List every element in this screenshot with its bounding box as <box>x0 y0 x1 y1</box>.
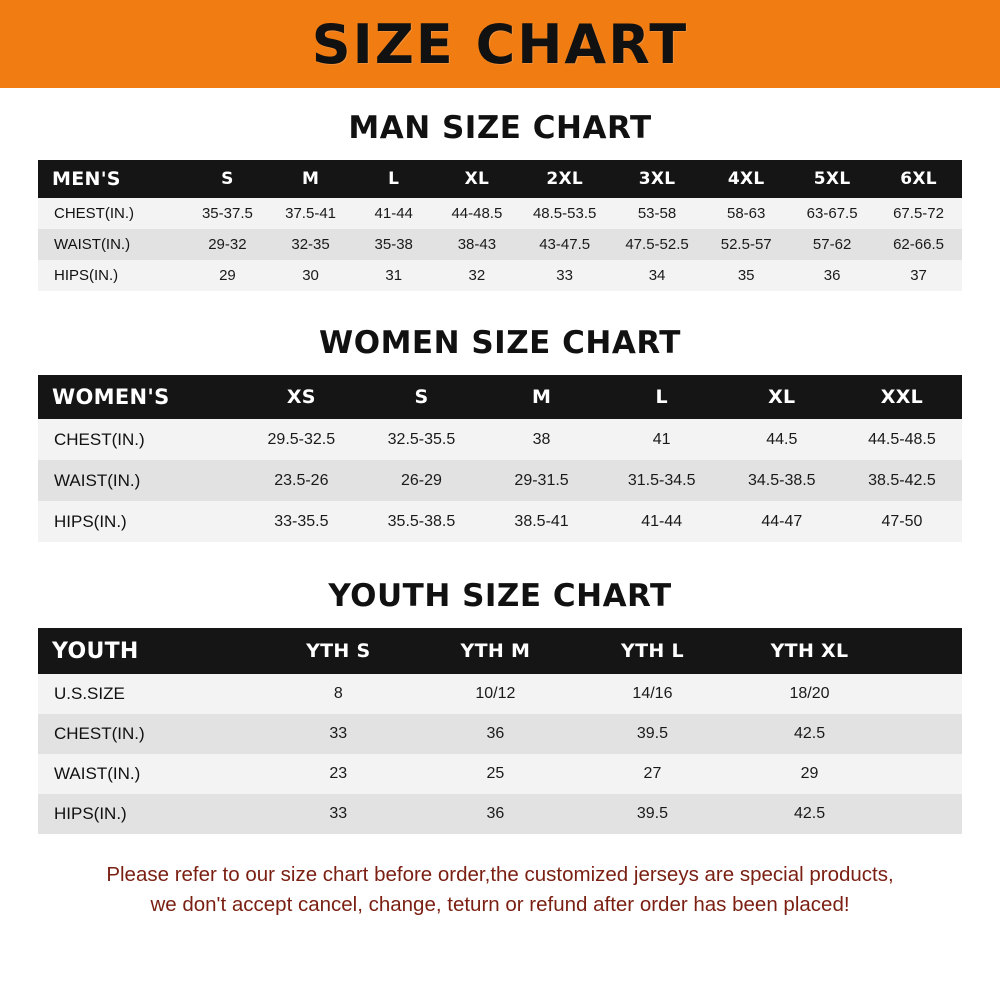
youth-cell: 25 <box>417 754 574 794</box>
table-row <box>38 674 962 714</box>
women-row-label: CHEST(IN.) <box>38 419 241 460</box>
youth-col-header-spacer <box>888 628 962 674</box>
table-row <box>38 794 962 834</box>
youth-row-label: WAIST(IN.) <box>38 754 260 794</box>
man-cell: 62-66.5 <box>875 229 962 260</box>
women-row-label: WAIST(IN.) <box>38 460 241 501</box>
women-cell: 44.5-48.5 <box>842 419 962 460</box>
man-cell: 35 <box>703 260 789 291</box>
man-row-label: HIPS(IN.) <box>38 260 186 291</box>
man-col-header: 3XL <box>611 160 703 198</box>
man-col-header: XL <box>435 160 518 198</box>
women-table-head <box>38 375 962 419</box>
man-row-header-label: MEN'S <box>38 160 186 198</box>
man-row-label: WAIST(IN.) <box>38 229 186 260</box>
youth-cell: 36 <box>417 794 574 834</box>
youth-table-wrap <box>0 628 1000 834</box>
youth-table-body <box>38 674 962 834</box>
youth-cell: 10/12 <box>417 674 574 714</box>
women-table-body <box>38 419 962 542</box>
footer-note-line1: Please refer to our size chart before order,the customized jerseys are special products, <box>106 863 894 886</box>
women-table-wrap <box>0 375 1000 542</box>
table-row <box>38 714 962 754</box>
women-cell: 38.5-42.5 <box>842 460 962 501</box>
youth-section-title: YOUTH SIZE CHART <box>328 578 672 614</box>
youth-row-label: U.S.SIZE <box>38 674 260 714</box>
youth-table-head <box>38 628 962 674</box>
table-row <box>38 419 962 460</box>
header-banner <box>0 0 1000 88</box>
man-cell: 41-44 <box>352 198 435 229</box>
youth-cell: 42.5 <box>731 714 888 754</box>
man-col-header: 2XL <box>518 160 610 198</box>
women-cell: 44-47 <box>722 501 842 542</box>
women-cell: 31.5-34.5 <box>602 460 722 501</box>
youth-cell: 27 <box>574 754 731 794</box>
youth-cell-spacer <box>888 754 962 794</box>
man-cell: 53-58 <box>611 198 703 229</box>
table-row <box>38 198 962 229</box>
man-col-header: 4XL <box>703 160 789 198</box>
women-cell: 41-44 <box>602 501 722 542</box>
man-cell: 30 <box>269 260 352 291</box>
man-col-header: S <box>186 160 269 198</box>
table-row <box>38 460 962 501</box>
youth-cell: 39.5 <box>574 714 731 754</box>
youth-cell: 36 <box>417 714 574 754</box>
women-cell: 38.5-41 <box>482 501 602 542</box>
women-col-header: XL <box>722 375 842 419</box>
man-header-row <box>38 160 962 198</box>
youth-cell: 33 <box>260 794 417 834</box>
man-cell: 43-47.5 <box>518 229 610 260</box>
table-row <box>38 260 962 291</box>
man-cell: 34 <box>611 260 703 291</box>
man-cell: 44-48.5 <box>435 198 518 229</box>
man-col-header: 5XL <box>789 160 875 198</box>
women-size-table <box>38 375 962 542</box>
man-cell: 31 <box>352 260 435 291</box>
youth-row-header-label: YOUTH <box>38 628 260 674</box>
women-col-header: M <box>482 375 602 419</box>
women-section-title: WOMEN SIZE CHART <box>319 325 681 361</box>
youth-row-label: HIPS(IN.) <box>38 794 260 834</box>
man-cell: 58-63 <box>703 198 789 229</box>
man-cell: 32-35 <box>269 229 352 260</box>
man-cell: 33 <box>518 260 610 291</box>
youth-cell: 14/16 <box>574 674 731 714</box>
man-cell: 47.5-52.5 <box>611 229 703 260</box>
women-cell: 29.5-32.5 <box>241 419 361 460</box>
man-cell: 32 <box>435 260 518 291</box>
man-size-table <box>38 160 962 291</box>
youth-cell-spacer <box>888 714 962 754</box>
man-section-title: MAN SIZE CHART <box>348 110 652 146</box>
women-cell: 35.5-38.5 <box>361 501 481 542</box>
women-cell: 34.5-38.5 <box>722 460 842 501</box>
youth-cell-spacer <box>888 674 962 714</box>
youth-cell: 39.5 <box>574 794 731 834</box>
man-cell: 37 <box>875 260 962 291</box>
table-row <box>38 229 962 260</box>
women-cell: 32.5-35.5 <box>361 419 481 460</box>
youth-cell: 29 <box>731 754 888 794</box>
youth-cell: 23 <box>260 754 417 794</box>
youth-cell: 18/20 <box>731 674 888 714</box>
table-row <box>38 501 962 542</box>
man-cell: 36 <box>789 260 875 291</box>
women-row-header-label: WOMEN'S <box>38 375 241 419</box>
women-col-header: XXL <box>842 375 962 419</box>
youth-size-table <box>38 628 962 834</box>
youth-row-label: CHEST(IN.) <box>38 714 260 754</box>
women-cell: 41 <box>602 419 722 460</box>
youth-cell-spacer <box>888 794 962 834</box>
man-cell: 29 <box>186 260 269 291</box>
man-table-head <box>38 160 962 198</box>
man-cell: 37.5-41 <box>269 198 352 229</box>
man-col-header: L <box>352 160 435 198</box>
man-cell: 48.5-53.5 <box>518 198 610 229</box>
women-cell: 23.5-26 <box>241 460 361 501</box>
man-cell: 67.5-72 <box>875 198 962 229</box>
man-col-header: M <box>269 160 352 198</box>
man-table-body <box>38 198 962 291</box>
women-cell: 38 <box>482 419 602 460</box>
man-cell: 35-38 <box>352 229 435 260</box>
youth-cell: 33 <box>260 714 417 754</box>
women-cell: 33-35.5 <box>241 501 361 542</box>
women-cell: 47-50 <box>842 501 962 542</box>
women-cell: 26-29 <box>361 460 481 501</box>
man-cell: 63-67.5 <box>789 198 875 229</box>
man-table-wrap <box>0 160 1000 291</box>
youth-col-header: YTH L <box>574 628 731 674</box>
youth-col-header: YTH M <box>417 628 574 674</box>
man-col-header: 6XL <box>875 160 962 198</box>
youth-col-header: YTH S <box>260 628 417 674</box>
youth-col-header: YTH XL <box>731 628 888 674</box>
man-cell: 29-32 <box>186 229 269 260</box>
man-cell: 57-62 <box>789 229 875 260</box>
page-title: SIZE CHART <box>311 12 689 76</box>
women-row-label: HIPS(IN.) <box>38 501 241 542</box>
youth-cell: 8 <box>260 674 417 714</box>
women-cell: 29-31.5 <box>482 460 602 501</box>
women-col-header: S <box>361 375 481 419</box>
man-cell: 35-37.5 <box>186 198 269 229</box>
footer-note <box>26 860 974 919</box>
table-row <box>38 754 962 794</box>
footer-note-line2: we don't accept cancel, change, teturn or refund after order has been placed! <box>150 892 850 916</box>
women-header-row <box>38 375 962 419</box>
youth-cell: 42.5 <box>731 794 888 834</box>
women-cell: 44.5 <box>722 419 842 460</box>
man-row-label: CHEST(IN.) <box>38 198 186 229</box>
women-col-header: XS <box>241 375 361 419</box>
man-cell: 38-43 <box>435 229 518 260</box>
man-cell: 52.5-57 <box>703 229 789 260</box>
women-col-header: L <box>602 375 722 419</box>
youth-header-row <box>38 628 962 674</box>
